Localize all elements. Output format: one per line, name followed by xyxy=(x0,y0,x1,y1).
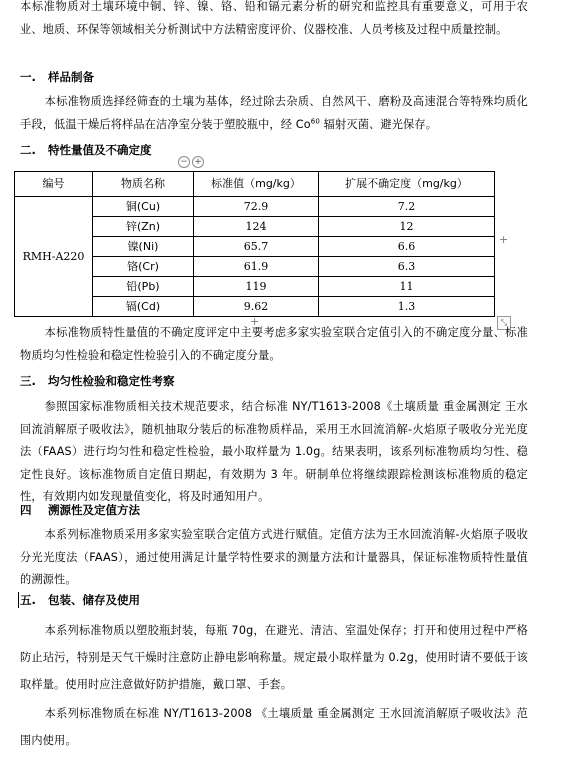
section-title: 特性量值及不确定度 xyxy=(48,143,152,157)
move-handle-icon[interactable]: + xyxy=(192,156,204,168)
value-cell: 72.9 xyxy=(194,197,319,217)
traceability-paragraph: 本系列标准物质采用多家实验室联合定值方式进行赋值。定值方法为王水回流消解-火焰原子吸收分光光度法（FAAS），通过使用满足计量学特性要求的测量方法和计量器具，保证标准物质特性量值的溯源性。 xyxy=(20,528,528,586)
uncertainty-cell: 12 xyxy=(319,217,495,237)
section-heading-5 xyxy=(20,590,140,610)
section-title: 样品制备 xyxy=(48,70,94,84)
section-heading-4 xyxy=(20,500,140,520)
resize-handle-icon[interactable]: ⤡ xyxy=(497,316,511,330)
table-row xyxy=(15,197,495,217)
property-value-table xyxy=(14,171,495,317)
value-cell: 65.7 xyxy=(194,237,319,257)
section-number: 五. xyxy=(20,593,36,607)
element-name-cell: 锌(Zn) xyxy=(93,217,194,237)
header-cell: 编号 xyxy=(15,172,93,197)
uncertainty-cell: 6.6 xyxy=(319,237,495,257)
section-heading-2 xyxy=(20,140,152,160)
section-title: 包装、储存及使用 xyxy=(48,593,140,607)
section-number: 一. xyxy=(20,70,36,84)
header-cell: 扩展不确定度（mg/kg） xyxy=(319,172,495,197)
uncertainty-cell: 11 xyxy=(319,277,495,297)
add-column-icon[interactable]: + xyxy=(499,233,509,246)
section-number: 二. xyxy=(20,143,36,157)
uncertainty-cell: 7.2 xyxy=(319,197,495,217)
header-cell: 物质名称 xyxy=(93,172,194,197)
intro-paragraph: 本标准物质对土壤环境中铜、锌、镍、铬、铅和镉元素分析的研究和监控具有重要意义，可用于农业、地质、环保等领域相关分析测试中方法精密度评价、仪器校准、人员考核及过程中质量控制。 xyxy=(20,0,528,36)
add-row-icon[interactable]: + xyxy=(250,315,260,328)
element-name-cell: 镉(Cd) xyxy=(93,297,194,317)
section-title: 溯源性及定值方法 xyxy=(48,503,140,517)
value-cell: 61.9 xyxy=(194,257,319,277)
section-title: 均匀性检验和稳定性考察 xyxy=(48,374,175,388)
element-name-cell: 镍(Ni) xyxy=(93,237,194,257)
value-cell: 119 xyxy=(194,277,319,297)
sample-prep-paragraph: 本标准物质选择经筛查的土壤为基体，经过除去杂质、自然风干、磨粉及高速混合等特殊均质化手段，低温干燥后将样品在洁净室分装于塑胶瓶中，经 Co$^{60}$ 辐射灭菌、避光保存。 xyxy=(20,95,528,131)
scope-paragraph: 本系列标准物质在标准 NY/T1613-2008 《土壤质量 重金属测定 王水回流消解原子吸收法》范围内使用。 xyxy=(20,707,528,747)
uncertainty-note-paragraph: 本标准物质特性量值的不确定度评定中主要考虑多家实验室联合定值引入的不确定度分量、标准物质均匀性检验和稳定性检验引入的不确定度分量。 xyxy=(20,326,528,362)
homogeneity-paragraph: 参照国家标准物质相关技术规范要求，结合标准 NY/T1613-2008《土壤质量 重金属测定 王水回流消解原子吸收法》，随机抽取分装后的标准物质样品，采用王水回流消解-火焰原子吸收分光光度法（FAAS）进行均匀性和稳定性检验，最小取样量为 1.0g。结果表明，该系列标准物质均匀性、稳定性良好。该标准物质自定值日期起，有效期为 3 年。研制单位将继续跟踪检测该标准物质的稳定性，有效期内如发现量值变化，将及时通知用户。 xyxy=(20,400,528,503)
section-heading-1 xyxy=(20,67,94,87)
header-cell: 标准值（mg/kg） xyxy=(194,172,319,197)
value-cell: 9.62 xyxy=(194,297,319,317)
value-cell: 124 xyxy=(194,217,319,237)
collapse-icon[interactable]: − xyxy=(178,156,190,168)
packaging-paragraph: 本系列标准物质以塑胶瓶封装，每瓶 70g，在避光、清洁、室温处保存；打开和使用过程中严格防止玷污，特别是天气干燥时注意防止静电影响称量。规定最小取样量为 0.2g，使用时请不要低于该取样量。使用时应注意做好防护措施，戴口罩、手套。 xyxy=(20,624,528,691)
text-cursor xyxy=(18,592,19,608)
reference-id-cell: RMH-A220 xyxy=(15,197,93,317)
section-heading-3 xyxy=(20,371,175,391)
superscript: 60 xyxy=(310,116,320,125)
section-number: 三. xyxy=(20,374,36,388)
element-name-cell: 铅(Pb) xyxy=(93,277,194,297)
section-number: 四 xyxy=(20,503,32,517)
element-name-cell: 铜(Cu) xyxy=(93,197,194,217)
uncertainty-cell: 1.3 xyxy=(319,297,495,317)
uncertainty-cell: 6.3 xyxy=(319,257,495,277)
element-name-cell: 铬(Cr) xyxy=(93,257,194,277)
